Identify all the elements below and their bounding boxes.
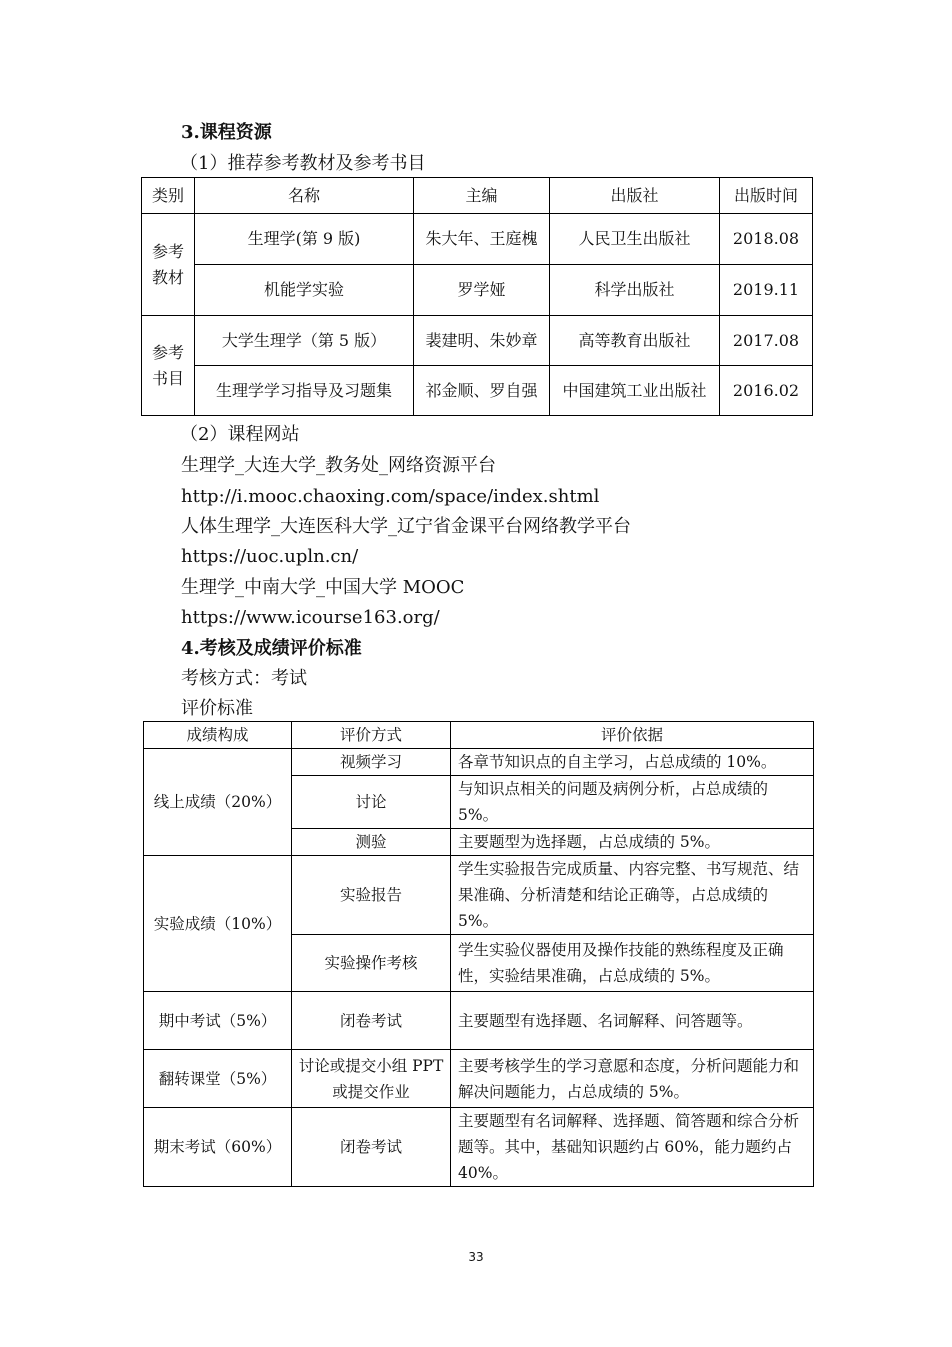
table-row	[142, 265, 813, 316]
website-url[interactable]: http://i.mooc.chaoxing.com/space/index.shtml	[181, 486, 600, 507]
grade-midterm: 期中考试（5%）	[144, 992, 292, 1050]
category-reference-books: 参考 书目	[142, 316, 195, 416]
eval-basis: 学生实验报告完成质量、内容完整、书写规范、结果准确、分析清楚和结论正确等，占总成绩的 5%。	[451, 856, 814, 935]
website-url[interactable]: https://uoc.upln.cn/	[181, 546, 359, 567]
table-row	[142, 366, 813, 416]
table-header-row	[144, 722, 814, 749]
book-publisher: 人民卫生出版社	[550, 214, 720, 265]
subsection-books-title: （1）推荐参考教材及参考书目	[180, 153, 426, 174]
eval-basis: 主要题型有名词解释、选择题、简答题和综合分析题等。其中，基础知识题约占 60%，能力题约占 40%。	[451, 1108, 814, 1187]
book-date: 2016.02	[720, 366, 813, 416]
grading-table	[143, 721, 814, 1187]
table-row	[144, 992, 814, 1050]
book-title: 大学生理学（第 5 版）	[195, 316, 414, 366]
header-evaluation-method: 评价方式	[292, 722, 451, 749]
eval-method: 实验操作考核	[292, 935, 451, 992]
website-name: 生理学_大连大学_教务处_网络资源平台	[181, 455, 496, 476]
book-title: 生理学(第 9 版)	[195, 214, 414, 265]
eval-basis: 各章节知识点的自主学习，占总成绩的 10%。	[451, 749, 814, 776]
eval-basis: 主要题型有选择题、名词解释、问答题等。	[451, 992, 814, 1050]
website-name: 生理学_中南大学_中国大学 MOOC	[181, 577, 465, 598]
book-editor: 裴建明、朱妙章	[414, 316, 550, 366]
eval-basis: 学生实验仪器使用及操作技能的熟练程度及正确性，实验结果准确，占总成绩的 5%。	[451, 935, 814, 992]
page-number: 33	[468, 1250, 484, 1264]
eval-basis: 与知识点相关的问题及病例分析，占总成绩的 5%。	[451, 776, 814, 829]
header-editor: 主编	[414, 178, 550, 214]
eval-method: 视频学习	[292, 749, 451, 776]
eval-method: 测验	[292, 829, 451, 856]
eval-method: 闭卷考试	[292, 992, 451, 1050]
book-editor: 朱大年、王庭槐	[414, 214, 550, 265]
book-publisher: 科学出版社	[550, 265, 720, 316]
book-date: 2017.08	[720, 316, 813, 366]
book-editor: 祁金顺、罗自强	[414, 366, 550, 416]
grade-lab: 实验成绩（10%）	[144, 856, 292, 992]
eval-basis: 主要题型为选择题，占总成绩的 5%。	[451, 829, 814, 856]
book-editor: 罗学娅	[414, 265, 550, 316]
header-name: 名称	[195, 178, 414, 214]
header-category: 类别	[142, 178, 195, 214]
table-row	[144, 1108, 814, 1187]
header-date: 出版时间	[720, 178, 813, 214]
table-row	[142, 316, 813, 366]
eval-method: 闭卷考试	[292, 1108, 451, 1187]
section-4-heading: 4.考核及成绩评价标准	[181, 638, 362, 659]
subsection-websites-title: （2）课程网站	[180, 424, 300, 445]
table-row	[142, 214, 813, 265]
header-publisher: 出版社	[550, 178, 720, 214]
table-row	[144, 749, 814, 776]
eval-basis: 主要考核学生的学习意愿和态度，分析问题能力和解决问题能力，占总成绩的 5%。	[451, 1050, 814, 1108]
section-3-heading: 3.课程资源	[181, 122, 272, 143]
books-table	[141, 177, 813, 416]
grade-online: 线上成绩（20%）	[144, 749, 292, 856]
eval-method: 讨论或提交小组 PPT或提交作业	[292, 1050, 451, 1108]
table-row	[144, 1050, 814, 1108]
book-title: 机能学实验	[195, 265, 414, 316]
header-evaluation-basis: 评价依据	[451, 722, 814, 749]
assessment-method: 考核方式：考试	[181, 668, 307, 689]
book-publisher: 高等教育出版社	[550, 316, 720, 366]
grade-flipped-class: 翻转课堂（5%）	[144, 1050, 292, 1108]
header-grade-component: 成绩构成	[144, 722, 292, 749]
website-url[interactable]: https://www.icourse163.org/	[181, 607, 440, 628]
eval-method: 讨论	[292, 776, 451, 829]
table-header-row	[142, 178, 813, 214]
category-textbooks: 参考 教材	[142, 214, 195, 316]
website-name: 人体生理学_大连医科大学_辽宁省金课平台网络教学平台	[181, 516, 631, 537]
grade-final: 期末考试（60%）	[144, 1108, 292, 1187]
criteria-label: 评价标准	[181, 698, 253, 719]
book-date: 2019.11	[720, 265, 813, 316]
book-publisher: 中国建筑工业出版社	[550, 366, 720, 416]
eval-method: 实验报告	[292, 856, 451, 935]
book-title: 生理学学习指导及习题集	[195, 366, 414, 416]
table-row	[144, 856, 814, 935]
book-date: 2018.08	[720, 214, 813, 265]
